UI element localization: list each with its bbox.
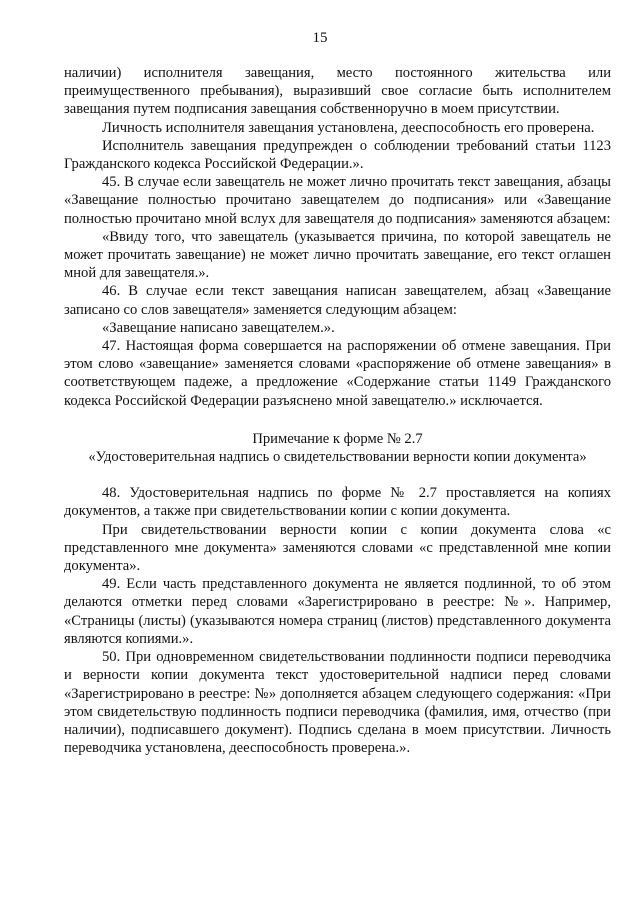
paragraph-item-47: 47. Настоящая форма совершается на распоряжении об отмене завещания. При этом слово «завещание» заменяется словами «распоряжение об отмене завещания» в соответствующем падеже, а предложение «Содержание статьи 1149 Гражданского кодекса Российской Федерации разъяснено мной завещателю.» исключается. <box>64 338 611 409</box>
note-subtitle: «Удостоверительная надпись о свидетельствовании верности копии документа» <box>88 449 587 466</box>
page-number: 15 <box>312 30 328 46</box>
section-gap <box>64 466 611 484</box>
paragraph-executor-warned: Исполнитель завещания предупрежден о соблюдении требований статьи 1123 Гражданского кодекса Российской Федерации.». <box>64 137 611 173</box>
paragraph-item-49: 49. Если часть представленного документа не является подлинной, то об этом делаются отметки перед словами «Зарегистрировано в реестре: №». Например, «Страницы (листы) (указываются номера страниц (листов) представленного документа являются копиями.». <box>64 576 611 647</box>
paragraph-item-48: 48. Удостоверительная надпись по форме № 2.7 проставляется на копиях документов, а также при свидетельствовании копии с копии документа. <box>64 485 611 520</box>
paragraph-continuation: наличии) исполнителя завещания, место постоянного жительства или преимущественного пребывания), выразивший свое согласие быть исполнителем завещания путем подписания завещания собственноручно в моем присутствии. <box>64 65 611 118</box>
paragraph-item-46: 46. В случае если текст завещания написан завещателем, абзац «Завещание записано со слов завещателя» заменяется следующим абзацем: <box>64 283 611 318</box>
paragraph-item-45-quote: «Ввиду того, что завещатель (указывается причина, по которой завещатель не может прочитать завещание) не может лично прочитать завещание, его текст оглашен мной для завещателя.». <box>64 228 611 282</box>
paragraph-copy-of-copy: При свидетельствовании верности копии с копии документа слова «с представленного мне документа» заменяются словами «с представленной мне копии документа». <box>64 521 611 575</box>
note-heading <box>64 430 611 466</box>
paragraph-item-46-quote: «Завещание написано завещателем.». <box>102 319 335 336</box>
note-title: Примечание к форме № 2.7 <box>252 430 423 447</box>
document-body <box>64 64 611 757</box>
paragraph-identity-established: Личность исполнителя завещания установлена, дееспособность его проверена. <box>102 119 595 136</box>
paragraph-item-45: 45. В случае если завещатель не может лично прочитать текст завещания, абзацы «Завещание полностью прочитано завещателем до подписания» или «Завещание полностью прочитано мной вслух для завещателя до подписания» заменяются абзацем: <box>64 174 611 227</box>
paragraph-item-50: 50. При одновременном свидетельствовании подлинности подписи переводчика и верности копии документа текст удостоверительной надписи перед словами «Зарегистрировано в реестре: №» дополняется абзацем следующего содержания: «При этом свидетельствую подлинность подписи переводчика (фамилия, имя, отчество (при наличии), подписавшего документ). Подпись сделана в моем присутствии. Личность переводчика установлена, дееспособность проверена.». <box>64 649 611 757</box>
